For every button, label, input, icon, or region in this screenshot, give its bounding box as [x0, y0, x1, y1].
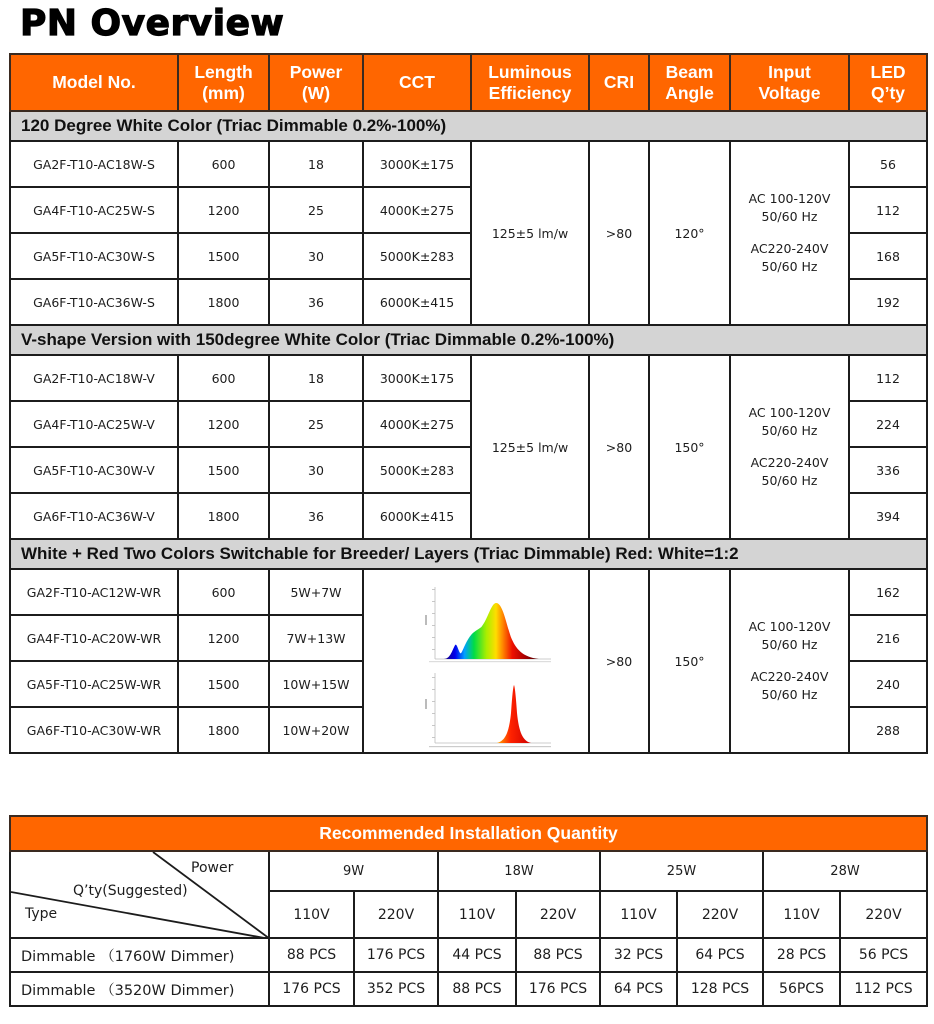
section-title: White + Red Two Colors Switchable for Breeder/ Layers (Triac Dimmable) Red: White=1:2 — [10, 539, 927, 569]
header-row — [10, 54, 927, 111]
cct-cell: 6000K±415 — [363, 493, 471, 539]
power-cell: 5W+7W — [269, 569, 363, 615]
led-qty-cell: 288 — [849, 707, 927, 753]
qty-cell: 64 PCS — [600, 972, 677, 1006]
red-spectrum-chart — [425, 673, 551, 747]
section-title: 120 Degree White Color (Triac Dimmable 0.2%-100%) — [10, 111, 927, 141]
voltage-header: 110V — [763, 891, 840, 938]
title-row — [10, 816, 927, 851]
voltage-header: 110V — [600, 891, 677, 938]
qty-cell: 176 PCS — [354, 938, 438, 972]
header-beam-angle: Beam Angle — [649, 54, 730, 111]
table-row — [10, 569, 927, 615]
led-qty-cell: 240 — [849, 661, 927, 707]
voltage-cell: AC 100-120V 50/60 Hz AC220-240V 50/60 Hz — [730, 355, 849, 539]
length-cell: 1500 — [178, 233, 269, 279]
voltage-cell: AC 100-120V 50/60 Hz AC220-240V 50/60 Hz — [730, 141, 849, 325]
corner-qty-label: Q’ty(Suggested) — [73, 883, 188, 899]
led-qty-cell: 56 — [849, 141, 927, 187]
qty-cell: 176 PCS — [516, 972, 600, 1006]
qty-cell: 352 PCS — [354, 972, 438, 1006]
corner-header-cell — [10, 851, 269, 938]
voltage-header: 220V — [840, 891, 927, 938]
corner-power-label: Power — [191, 860, 234, 876]
length-cell: 1200 — [178, 187, 269, 233]
model-cell: GA6F-T10-AC36W-V — [10, 493, 178, 539]
qty-cell: 88 PCS — [269, 938, 354, 972]
header-led-qty: LED Q’ty — [849, 54, 927, 111]
length-cell: 1500 — [178, 447, 269, 493]
power-cell: 18 — [269, 141, 363, 187]
voltage-header: 220V — [354, 891, 438, 938]
voltage-header: 110V — [438, 891, 516, 938]
white-spectrum-chart — [425, 587, 551, 662]
length-cell: 1800 — [178, 279, 269, 325]
led-qty-cell: 216 — [849, 615, 927, 661]
power-cell: 10W+20W — [269, 707, 363, 753]
cri-cell: >80 — [589, 569, 649, 753]
qty-cell: 128 PCS — [677, 972, 763, 1006]
qty-cell: 176 PCS — [269, 972, 354, 1006]
model-cell: GA2F-T10-AC18W-S — [10, 141, 178, 187]
qty-cell: 112 PCS — [840, 972, 927, 1006]
qty-cell: 64 PCS — [677, 938, 763, 972]
spectrum-charts — [401, 573, 551, 749]
luminous-cell: 125±5 lm/w — [471, 355, 589, 539]
power-cell: 7W+13W — [269, 615, 363, 661]
header-cct: CCT — [363, 54, 471, 111]
power-cell: 30 — [269, 447, 363, 493]
length-cell: 1800 — [178, 493, 269, 539]
section-title: V-shape Version with 150degree White Color (Triac Dimmable 0.2%-100%) — [10, 325, 927, 355]
corner-type-label: Type — [25, 906, 58, 922]
model-cell: GA2F-T10-AC12W-WR — [10, 569, 178, 615]
power-header-28w: 28W — [763, 851, 927, 891]
length-cell: 600 — [178, 355, 269, 401]
power-header-9w: 9W — [269, 851, 438, 891]
led-qty-cell: 112 — [849, 187, 927, 233]
power-header-25w: 25W — [600, 851, 763, 891]
led-qty-cell: 192 — [849, 279, 927, 325]
beam-cell: 120° — [649, 141, 730, 325]
power-cell: 18 — [269, 355, 363, 401]
beam-cell: 150° — [649, 355, 730, 539]
header-cri: CRI — [589, 54, 649, 111]
cct-cell: 3000K±175 — [363, 141, 471, 187]
voltage-header: 220V — [677, 891, 763, 938]
power-header-row — [10, 851, 927, 891]
model-cell: GA6F-T10-AC30W-WR — [10, 707, 178, 753]
header-input-voltage: Input Voltage — [730, 54, 849, 111]
luminous-cell: 125±5 lm/w — [471, 141, 589, 325]
header-length: Length (mm) — [178, 54, 269, 111]
qty-cell: 44 PCS — [438, 938, 516, 972]
model-cell: GA4F-T10-AC20W-WR — [10, 615, 178, 661]
cct-cell: 3000K±175 — [363, 355, 471, 401]
voltage-header: 110V — [269, 891, 354, 938]
beam-cell: 150° — [649, 569, 730, 753]
cri-cell: >80 — [589, 355, 649, 539]
type-cell: Dimmable （3520W Dimmer) — [10, 972, 269, 1006]
table-row — [10, 972, 927, 1006]
led-qty-cell: 168 — [849, 233, 927, 279]
model-cell: GA4F-T10-AC25W-S — [10, 187, 178, 233]
cct-cell: 4000K±275 — [363, 401, 471, 447]
length-cell: 600 — [178, 569, 269, 615]
model-cell: GA4F-T10-AC25W-V — [10, 401, 178, 447]
table-row — [10, 355, 927, 401]
power-cell: 30 — [269, 233, 363, 279]
cct-cell: 5000K±283 — [363, 233, 471, 279]
spectrum-image-cell — [363, 569, 589, 753]
section-header-row — [10, 325, 927, 355]
cct-cell: 5000K±283 — [363, 447, 471, 493]
qty-cell: 88 PCS — [438, 972, 516, 1006]
led-qty-cell: 394 — [849, 493, 927, 539]
model-cell: GA6F-T10-AC36W-S — [10, 279, 178, 325]
section-header-row — [10, 539, 927, 569]
header-power: Power (W) — [269, 54, 363, 111]
cct-cell: 6000K±415 — [363, 279, 471, 325]
cri-cell: >80 — [589, 141, 649, 325]
type-cell: Dimmable （1760W Dimmer) — [10, 938, 269, 972]
page-title: PN Overview — [20, 3, 285, 44]
voltage-cell: AC 100-120V 50/60 Hz AC220-240V 50/60 Hz — [730, 569, 849, 753]
table-row — [10, 141, 927, 187]
installation-quantity-table — [9, 815, 928, 1007]
model-cell: GA5F-T10-AC25W-WR — [10, 661, 178, 707]
voltage-header: 220V — [516, 891, 600, 938]
led-qty-cell: 224 — [849, 401, 927, 447]
qty-cell: 56 PCS — [840, 938, 927, 972]
led-qty-cell: 112 — [849, 355, 927, 401]
power-cell: 36 — [269, 493, 363, 539]
length-cell: 600 — [178, 141, 269, 187]
led-qty-cell: 162 — [849, 569, 927, 615]
qty-cell: 56PCS — [763, 972, 840, 1006]
header-luminous-efficiency: Luminous Efficiency — [471, 54, 589, 111]
header-model: Model No. — [10, 54, 178, 111]
length-cell: 1200 — [178, 615, 269, 661]
pn-overview-table — [9, 53, 928, 754]
installation-quantity-title: Recommended Installation Quantity — [10, 816, 927, 851]
length-cell: 1500 — [178, 661, 269, 707]
model-cell: GA5F-T10-AC30W-V — [10, 447, 178, 493]
qty-cell: 88 PCS — [516, 938, 600, 972]
table-row — [10, 938, 927, 972]
power-header-18w: 18W — [438, 851, 600, 891]
power-cell: 25 — [269, 401, 363, 447]
length-cell: 1200 — [178, 401, 269, 447]
length-cell: 1800 — [178, 707, 269, 753]
power-cell: 25 — [269, 187, 363, 233]
cct-cell: 4000K±275 — [363, 187, 471, 233]
power-cell: 36 — [269, 279, 363, 325]
model-cell: GA2F-T10-AC18W-V — [10, 355, 178, 401]
qty-cell: 32 PCS — [600, 938, 677, 972]
power-cell: 10W+15W — [269, 661, 363, 707]
led-qty-cell: 336 — [849, 447, 927, 493]
model-cell: GA5F-T10-AC30W-S — [10, 233, 178, 279]
section-header-row — [10, 111, 927, 141]
qty-cell: 28 PCS — [763, 938, 840, 972]
